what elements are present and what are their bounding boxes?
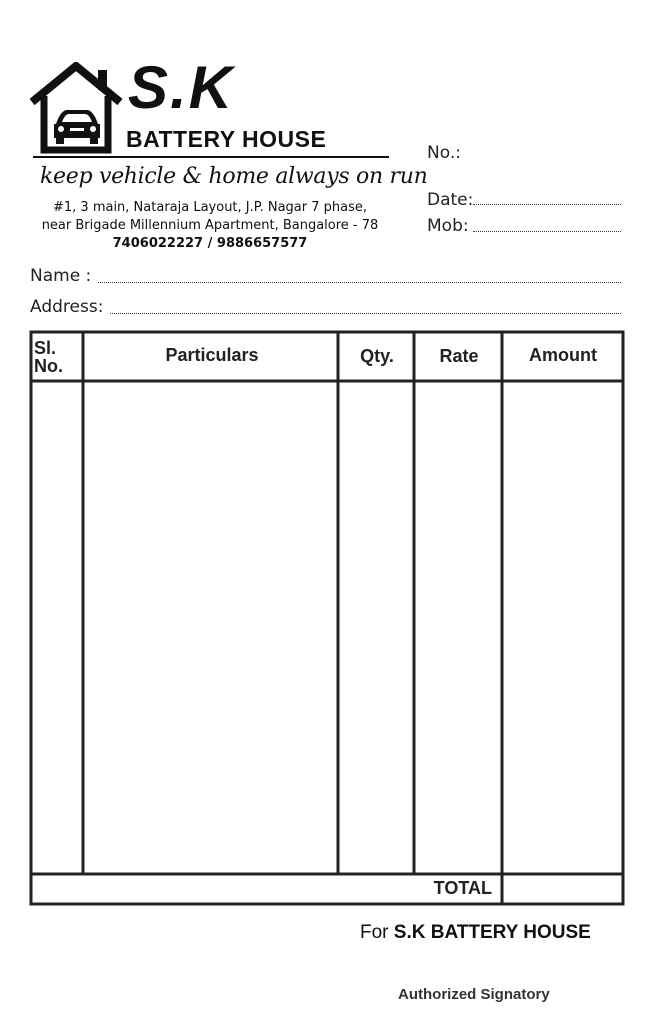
invoice-number-label: No.: [427, 143, 461, 163]
brand-subtitle: BATTERY HOUSE [126, 126, 327, 152]
total-label: TOTAL [433, 878, 492, 898]
for-prefix: For [360, 922, 389, 943]
for-company-line [360, 922, 620, 944]
customer-address-label: Address: [30, 297, 104, 317]
column-header-rate: Rate [439, 346, 479, 366]
tagline: keep vehicle & home always on run [40, 164, 428, 189]
for-company-name: S.K BATTERY HOUSE [393, 922, 591, 943]
column-header-amount: Amount [529, 345, 597, 365]
mobile-label: Mob: [427, 216, 469, 236]
address-line-1: #1, 3 main, Nataraja Layout, J.P. Nagar 7 phase, [52, 200, 367, 215]
column-header-sl-no [34, 339, 80, 375]
brand-name: S.K [128, 54, 235, 121]
customer-name-label: Name : [30, 266, 92, 286]
column-header-sl-no-text: Sl. No. [34, 338, 63, 376]
address-line-2: near Brigade Millennium Apartment, Bangalore - 78 [41, 218, 379, 233]
column-header-particulars: Particulars [165, 345, 259, 365]
phone-numbers: 7406022227 / 9886657577 [112, 236, 308, 251]
column-header-qty: Qty. [360, 346, 394, 366]
authorized-signatory-label: Authorized Signatory [398, 986, 550, 1003]
date-label: Date: [427, 190, 474, 210]
